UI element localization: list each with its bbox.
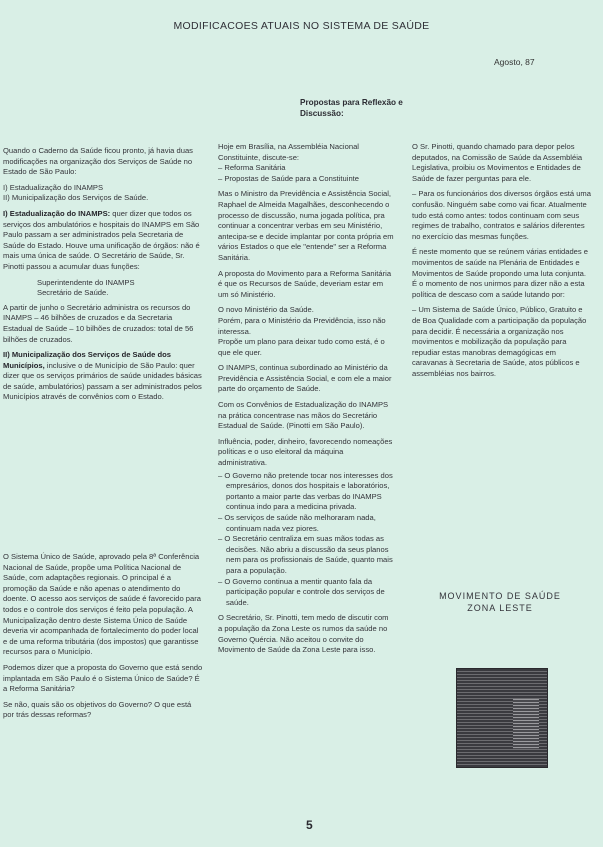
col1-intro: Quando o Caderno da Saúde ficou pronto, já havia duas modificações na organização dos Serviços de Saúde no Estado de São Paulo: [3, 146, 193, 177]
col1-sus-paragraph: O Sistema Único de Saúde, aprovado pela 8ª Conferência Nacional de Saúde, propõe uma Política Nacional de Saúde, com adaptações regionais. O principal é a promoção da Saúde e não apenas o atendimento do doente. O acesso aos serviços de saúde é favorecido para todos e o controle dos serviços é feito pela população. A Municipalização dentro deste Sistema Único de Saúde deveria vir acompanhada de fortalecimento do poder local e de uma reforma tributária (dos impostos) que garantisse recursos para o Município. [3, 552, 201, 657]
col1-modifications-list [3, 183, 203, 204]
col2-paragraph: Propõe um plano para deixar tudo como está, é o que ele quer. [218, 337, 385, 357]
col2-paragraph: O Secretário, Sr. Pinotti, tem medo de discutir com a população da Zona Leste os rumos da saúde no Governo Quércia. Não aceitou o convite do Movimento de Saúde da Zona Leste para isso. [218, 613, 389, 655]
col1-section2 [3, 350, 203, 403]
col3-paragraph: – Um Sistema de Saúde Único, Público, Gratuito e de Boa Qualidade com a participação da população para decidir. É necessária a organização nos movimentos e mobilização da população para repudiar estas manobras demagógicas em caravanas à Secretaria de Saúde, atos públicos e assembléias nos bairros. [412, 305, 587, 378]
col2-paragraph: Com os Convênios de Estadualização do INAMPS na prática concentrase nas mãos do Secretário Estadual de Saúde. (Pinotti em São Paulo). [218, 400, 389, 431]
col1-section1 [3, 209, 203, 273]
col1-section2-heading: II) Municipalização dos Serviços de Saúde dos Municípios, [3, 350, 171, 370]
col1-section1-heading: I) Estadualização do INAMPS: [3, 208, 111, 218]
col1-function-item: Secretário de Saúde. [37, 288, 109, 298]
col2-intro: Hoje em Brasília, na Assembléia Nacional Constituinte, discute-se: [218, 142, 359, 162]
col1-function-item: Superintendente do INAMPS [37, 277, 135, 287]
col2-bullet-item: – O Governo continua a mentir quanto fala da participação popular e controle dos serviços de saúde. [218, 576, 385, 607]
col1-question-1: Podemos dizer que a proposta do Governo que está sendo implantada em São Paulo é o Sistema Único de Saúde? É a Reforma Sanitária? [3, 662, 203, 694]
col1-list-item: I) Estadualização do INAMPS [3, 182, 104, 192]
col1-list-item: II) Municipalização dos Serviços de Saúde. [3, 193, 149, 203]
col3-paragraph: É neste momento que se reúnem várias entidades e movimentos de saúde na Plenária de Entidades e Movimentos de Saúde propondo uma luta conjunta. É o momento de nos unirmos para dizer não a esta política de descaso com a saúde lutando por: [412, 247, 589, 299]
column-1-lower [3, 552, 203, 726]
signature-line: MOVIMENTO DE SAÚDE [439, 591, 561, 601]
col3-paragraph: O Sr. Pinotti, quando chamado para depor pelos deputados, na Comissão de Saúde da Assembléia Legislativa, proibiu os Movimentos e Entidades de Saúde de fazer perguntas para ele. [412, 142, 583, 183]
page-title: MODIFICACOES ATUAIS NO SISTEMA DE SAÚDE [173, 20, 430, 32]
col1-section2-text: inclusive o de Município de São Paulo: quer dizer que os serviços primários de saúde unidades básicas de saúde, ambulatórios) passam a ser administrados pelos Municípios através de convênios com o Estado. [3, 360, 202, 402]
col1-question-2: Se não, quais são os objetivos do Governo? O que está por trás dessas reformas? [3, 699, 192, 720]
col2-topic-item: – Reforma Sanitária [218, 163, 286, 173]
col2-bullets [218, 471, 394, 609]
col2-paragraph: Porém, para o Ministério da Previdência, isso não interessa. [218, 315, 386, 336]
col2-paragraph: A proposta do Movimento para a Reforma Sanitária é que os Recursos de Saúde, deveriam estar em um só Ministério. [218, 268, 392, 299]
col2-paragraph: Mas o Ministro da Previdência e Assistência Social, Raphael de Almeida Magalhães, desconhecendo o processo de discussão, numa jogada política, pra continuar a concentrar verbas em seu Ministério, antecipa-se e decide implantar por conta própria em vários Estados o que ele "entende" ser a Reforma Sanitária. [218, 189, 394, 262]
col2-paragraph: O INAMPS, continua subordinado ao Ministério da Previdência e Assistência Social, e com ele a maior parte do orçamento de Saúde. [218, 363, 392, 394]
proposals-heading-line1: Propostas para Reflexão e [300, 98, 403, 107]
column-2 [218, 142, 394, 661]
proposals-heading-line2: Discussão: [300, 109, 344, 118]
signature-line: ZONA LESTE [467, 603, 533, 613]
signature-block [430, 590, 570, 614]
date-label: Agosto, 87 [494, 57, 535, 67]
col2-bullet-item: – O Secretário centraliza em suas mãos todas as decisões. Não abriu a discussão da seus planos nem para os profissionais de Saúde, quanto mais para a população. [218, 534, 393, 575]
col2-bullet-item: – Os serviços de saúde não melhoraram nada, continuam nada vez piores. [218, 513, 376, 533]
col1-section1-text: quer dizer que todos os serviços dos ambulatórios e hospitais do INAMPS em São Paulo passam a ser administrados pela Secretaria de Saúde do Estado. Houve uma unificação de órgãos: não é mais uma única de saúde. O Secretário de Saúde, Sr. Pinotti passou a acumular duas funções: [3, 208, 200, 271]
column-1-upper [3, 146, 203, 408]
col2-paragraph: O novo Ministério da Saúde. [218, 305, 314, 315]
page-number: 5 [306, 818, 313, 832]
col2-topic-item: – Propostas de Saúde para a Constituinte [218, 173, 359, 183]
proposals-heading [300, 97, 480, 119]
col3-bullet: – Para os funcionários dos diversos órgãos está uma confusão. Ninguém sabe como vai ficar. Atualmente tudo está como antes: todos continuam com seus regimes de trabalho, contratos e salários diferentes no exercício das mesmas funções. [412, 189, 591, 241]
col2-topics [218, 163, 394, 184]
column-3 [412, 142, 592, 384]
halftone-photo [456, 668, 548, 768]
col2-bullet-item: – O Governo não pretende tocar nos interesses dos empresários, donos dos hospitais e laboratórios, portanto a maior parte das verbas do INAMPS continua indo para a medicina privada. [218, 470, 393, 512]
col2-paragraph: Influência, poder, dinheiro, favorecendo nomeações políticas e o uso eleitoral da máquina administrativa. [218, 436, 393, 468]
col1-functions [3, 278, 203, 299]
col1-resources: A partir de junho o Secretário administra os recursos do INAMPS – 46 bilhões de cruzados e da Secretaria Estadual de Saúde – 10 bilhões de cruzados: total de 56 bilhões de cruzados. [3, 302, 194, 344]
